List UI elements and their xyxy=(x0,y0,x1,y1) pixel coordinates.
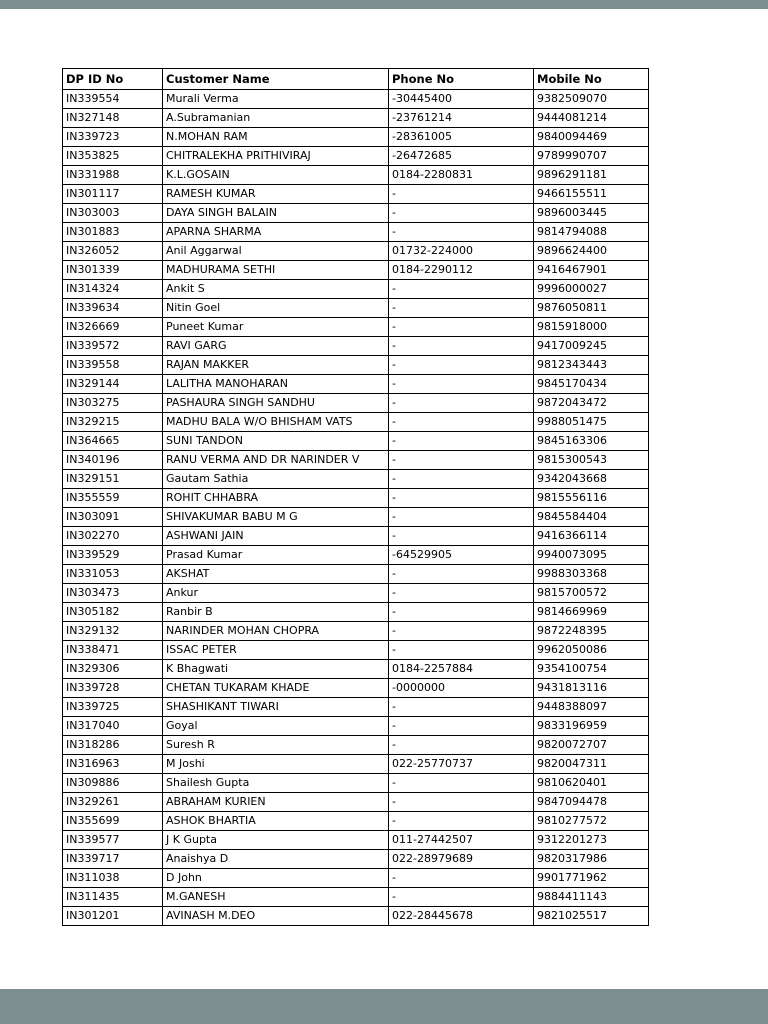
cell-phone: - xyxy=(389,717,534,736)
cell-customer-name: AVINASH M.DEO xyxy=(163,907,389,926)
cell-phone: - xyxy=(389,641,534,660)
cell-mobile: 9996000027 xyxy=(534,280,649,299)
table-row xyxy=(63,470,649,489)
cell-phone: - xyxy=(389,280,534,299)
cell-dp-id: IN314324 xyxy=(63,280,163,299)
cell-mobile: 9820047311 xyxy=(534,755,649,774)
cell-dp-id: IN329151 xyxy=(63,470,163,489)
cell-phone: - xyxy=(389,736,534,755)
cell-customer-name: ASHOK BHARTIA xyxy=(163,812,389,831)
column-header-mobile: Mobile No xyxy=(534,69,649,90)
table-row xyxy=(63,413,649,432)
cell-phone: - xyxy=(389,470,534,489)
table-row xyxy=(63,755,649,774)
cell-phone: - xyxy=(389,603,534,622)
cell-customer-name: MADHURAMA SETHI xyxy=(163,261,389,280)
cell-dp-id: IN301117 xyxy=(63,185,163,204)
table-row xyxy=(63,850,649,869)
viewer-chrome-bottom xyxy=(0,989,768,1024)
cell-customer-name: ABRAHAM KURIEN xyxy=(163,793,389,812)
cell-customer-name: AKSHAT xyxy=(163,565,389,584)
cell-mobile: 9833196959 xyxy=(534,717,649,736)
cell-phone: - xyxy=(389,508,534,527)
cell-dp-id: IN329261 xyxy=(63,793,163,812)
cell-mobile: 9815700572 xyxy=(534,584,649,603)
table-row xyxy=(63,546,649,565)
cell-phone: - xyxy=(389,565,534,584)
cell-mobile: 9876050811 xyxy=(534,299,649,318)
cell-customer-name: PASHAURA SINGH SANDHU xyxy=(163,394,389,413)
cell-customer-name: Ankur xyxy=(163,584,389,603)
cell-phone: 01732-224000 xyxy=(389,242,534,261)
cell-mobile: 9988051475 xyxy=(534,413,649,432)
cell-customer-name: ASHWANI JAIN xyxy=(163,527,389,546)
cell-dp-id: IN311435 xyxy=(63,888,163,907)
table-row xyxy=(63,337,649,356)
table-row xyxy=(63,717,649,736)
cell-phone: - xyxy=(389,432,534,451)
table-row xyxy=(63,641,649,660)
cell-mobile: 9814669969 xyxy=(534,603,649,622)
table-row xyxy=(63,299,649,318)
cell-mobile: 9820317986 xyxy=(534,850,649,869)
cell-dp-id: IN338471 xyxy=(63,641,163,660)
cell-mobile: 9872043472 xyxy=(534,394,649,413)
cell-mobile: 9444081214 xyxy=(534,109,649,128)
cell-customer-name: D John xyxy=(163,869,389,888)
cell-phone: - xyxy=(389,337,534,356)
cell-customer-name: Goyal xyxy=(163,717,389,736)
cell-phone: - xyxy=(389,204,534,223)
cell-customer-name: N.MOHAN RAM xyxy=(163,128,389,147)
cell-mobile: 9988303368 xyxy=(534,565,649,584)
cell-dp-id: IN301201 xyxy=(63,907,163,926)
cell-customer-name: Prasad Kumar xyxy=(163,546,389,565)
cell-dp-id: IN339723 xyxy=(63,128,163,147)
cell-mobile: 9896003445 xyxy=(534,204,649,223)
cell-mobile: 9815556116 xyxy=(534,489,649,508)
cell-dp-id: IN339717 xyxy=(63,850,163,869)
table-row xyxy=(63,527,649,546)
table-row xyxy=(63,907,649,926)
table-row xyxy=(63,831,649,850)
cell-mobile: 9814794088 xyxy=(534,223,649,242)
table-row xyxy=(63,223,649,242)
cell-dp-id: IN318286 xyxy=(63,736,163,755)
table-row xyxy=(63,147,649,166)
cell-customer-name: APARNA SHARMA xyxy=(163,223,389,242)
table-row xyxy=(63,185,649,204)
cell-dp-id: IN339554 xyxy=(63,90,163,109)
table-row xyxy=(63,812,649,831)
cell-mobile: 9810277572 xyxy=(534,812,649,831)
table-row xyxy=(63,565,649,584)
cell-phone: - xyxy=(389,356,534,375)
cell-customer-name: RANU VERMA AND DR NARINDER V xyxy=(163,451,389,470)
cell-mobile: 9896624400 xyxy=(534,242,649,261)
cell-mobile: 9872248395 xyxy=(534,622,649,641)
cell-dp-id: IN326669 xyxy=(63,318,163,337)
table-row xyxy=(63,584,649,603)
cell-dp-id: IN339725 xyxy=(63,698,163,717)
cell-dp-id: IN331988 xyxy=(63,166,163,185)
cell-dp-id: IN317040 xyxy=(63,717,163,736)
cell-dp-id: IN309886 xyxy=(63,774,163,793)
cell-phone: - xyxy=(389,299,534,318)
cell-customer-name: CHETAN TUKARAM KHADE xyxy=(163,679,389,698)
cell-customer-name: DAYA SINGH BALAIN xyxy=(163,204,389,223)
cell-mobile: 9845163306 xyxy=(534,432,649,451)
cell-phone: - xyxy=(389,451,534,470)
cell-customer-name: SHIVAKUMAR BABU M G xyxy=(163,508,389,527)
table-row xyxy=(63,622,649,641)
cell-dp-id: IN302270 xyxy=(63,527,163,546)
cell-mobile: 9962050086 xyxy=(534,641,649,660)
cell-phone: - xyxy=(389,223,534,242)
cell-customer-name: SHASHIKANT TIWARI xyxy=(163,698,389,717)
cell-dp-id: IN301883 xyxy=(63,223,163,242)
column-header-phone: Phone No xyxy=(389,69,534,90)
cell-mobile: 9815918000 xyxy=(534,318,649,337)
cell-phone: - xyxy=(389,584,534,603)
cell-phone: - xyxy=(389,527,534,546)
cell-phone: - xyxy=(389,489,534,508)
cell-customer-name: RAVI GARG xyxy=(163,337,389,356)
cell-mobile: 9417009245 xyxy=(534,337,649,356)
cell-customer-name: MADHU BALA W/O BHISHAM VATS xyxy=(163,413,389,432)
cell-dp-id: IN316963 xyxy=(63,755,163,774)
cell-dp-id: IN339728 xyxy=(63,679,163,698)
cell-dp-id: IN355559 xyxy=(63,489,163,508)
cell-mobile: 9845584404 xyxy=(534,508,649,527)
cell-dp-id: IN301339 xyxy=(63,261,163,280)
cell-dp-id: IN364665 xyxy=(63,432,163,451)
table-row xyxy=(63,679,649,698)
table-row xyxy=(63,489,649,508)
cell-dp-id: IN303091 xyxy=(63,508,163,527)
table-row xyxy=(63,660,649,679)
cell-customer-name: M Joshi xyxy=(163,755,389,774)
cell-customer-name: ISSAC PETER xyxy=(163,641,389,660)
cell-phone: 022-25770737 xyxy=(389,755,534,774)
cell-customer-name: Anaishya D xyxy=(163,850,389,869)
cell-customer-name: K Bhagwati xyxy=(163,660,389,679)
table-row xyxy=(63,698,649,717)
table-row xyxy=(63,394,649,413)
cell-dp-id: IN305182 xyxy=(63,603,163,622)
cell-customer-name: Suresh R xyxy=(163,736,389,755)
cell-customer-name: J K Gupta xyxy=(163,831,389,850)
table-row xyxy=(63,242,649,261)
table-row xyxy=(63,90,649,109)
cell-customer-name: Ranbir B xyxy=(163,603,389,622)
cell-customer-name: LALITHA MANOHARAN xyxy=(163,375,389,394)
cell-mobile: 9940073095 xyxy=(534,546,649,565)
table-row xyxy=(63,869,649,888)
cell-dp-id: IN331053 xyxy=(63,565,163,584)
cell-dp-id: IN339529 xyxy=(63,546,163,565)
cell-mobile: 9840094469 xyxy=(534,128,649,147)
cell-dp-id: IN340196 xyxy=(63,451,163,470)
cell-mobile: 9789990707 xyxy=(534,147,649,166)
cell-dp-id: IN303003 xyxy=(63,204,163,223)
cell-mobile: 9820072707 xyxy=(534,736,649,755)
cell-phone: - xyxy=(389,698,534,717)
table-row xyxy=(63,774,649,793)
cell-phone: - xyxy=(389,185,534,204)
cell-phone: -26472685 xyxy=(389,147,534,166)
cell-dp-id: IN339634 xyxy=(63,299,163,318)
table-row xyxy=(63,508,649,527)
table-row xyxy=(63,128,649,147)
cell-dp-id: IN339558 xyxy=(63,356,163,375)
table-row xyxy=(63,261,649,280)
cell-customer-name: NARINDER MOHAN CHOPRA xyxy=(163,622,389,641)
column-header-dp-id: DP ID No xyxy=(63,69,163,90)
column-header-customer-name: Customer Name xyxy=(163,69,389,90)
cell-phone: - xyxy=(389,888,534,907)
cell-customer-name: ROHIT CHHABRA xyxy=(163,489,389,508)
cell-dp-id: IN329215 xyxy=(63,413,163,432)
cell-phone: - xyxy=(389,793,534,812)
cell-phone: 022-28445678 xyxy=(389,907,534,926)
cell-customer-name: K.L.GOSAIN xyxy=(163,166,389,185)
cell-mobile: 9896291181 xyxy=(534,166,649,185)
cell-customer-name: Shailesh Gupta xyxy=(163,774,389,793)
cell-customer-name: M.GANESH xyxy=(163,888,389,907)
table-row xyxy=(63,451,649,470)
table-row xyxy=(63,204,649,223)
cell-dp-id: IN329144 xyxy=(63,375,163,394)
cell-mobile: 9901771962 xyxy=(534,869,649,888)
table-row xyxy=(63,736,649,755)
cell-phone: - xyxy=(389,413,534,432)
cell-mobile: 9810620401 xyxy=(534,774,649,793)
cell-mobile: 9354100754 xyxy=(534,660,649,679)
cell-dp-id: IN355699 xyxy=(63,812,163,831)
cell-dp-id: IN327148 xyxy=(63,109,163,128)
cell-phone: 0184-2257884 xyxy=(389,660,534,679)
cell-phone: - xyxy=(389,375,534,394)
cell-customer-name: SUNI TANDON xyxy=(163,432,389,451)
table-row xyxy=(63,603,649,622)
cell-customer-name: CHITRALEKHA PRITHIVIRAJ xyxy=(163,147,389,166)
table-row xyxy=(63,166,649,185)
cell-customer-name: Anil Aggarwal xyxy=(163,242,389,261)
cell-phone: 022-28979689 xyxy=(389,850,534,869)
cell-phone: -0000000 xyxy=(389,679,534,698)
cell-phone: - xyxy=(389,622,534,641)
table-header-row xyxy=(63,69,649,90)
cell-dp-id: IN339572 xyxy=(63,337,163,356)
cell-phone: 0184-2290112 xyxy=(389,261,534,280)
table-row xyxy=(63,318,649,337)
table-row xyxy=(63,375,649,394)
cell-dp-id: IN329132 xyxy=(63,622,163,641)
table-row xyxy=(63,280,649,299)
cell-mobile: 9845170434 xyxy=(534,375,649,394)
cell-dp-id: IN311038 xyxy=(63,869,163,888)
table-row xyxy=(63,888,649,907)
table-row xyxy=(63,793,649,812)
cell-phone: - xyxy=(389,318,534,337)
cell-phone: -30445400 xyxy=(389,90,534,109)
document-page xyxy=(0,9,768,989)
cell-mobile: 9466155511 xyxy=(534,185,649,204)
cell-phone: - xyxy=(389,869,534,888)
table-row xyxy=(63,109,649,128)
viewer-chrome-top xyxy=(0,0,768,9)
cell-customer-name: Puneet Kumar xyxy=(163,318,389,337)
cell-dp-id: IN339577 xyxy=(63,831,163,850)
cell-dp-id: IN303275 xyxy=(63,394,163,413)
cell-mobile: 9812343443 xyxy=(534,356,649,375)
cell-dp-id: IN329306 xyxy=(63,660,163,679)
cell-mobile: 9416467901 xyxy=(534,261,649,280)
cell-mobile: 9847094478 xyxy=(534,793,649,812)
cell-phone: - xyxy=(389,394,534,413)
table-row xyxy=(63,356,649,375)
cell-mobile: 9382509070 xyxy=(534,90,649,109)
cell-mobile: 9342043668 xyxy=(534,470,649,489)
cell-mobile: 9312201273 xyxy=(534,831,649,850)
cell-customer-name: Nitin Goel xyxy=(163,299,389,318)
cell-mobile: 9416366114 xyxy=(534,527,649,546)
cell-phone: - xyxy=(389,812,534,831)
cell-customer-name: Murali Verma xyxy=(163,90,389,109)
cell-mobile: 9448388097 xyxy=(534,698,649,717)
customer-contact-table xyxy=(62,68,649,926)
cell-dp-id: IN353825 xyxy=(63,147,163,166)
cell-customer-name: RAMESH KUMAR xyxy=(163,185,389,204)
cell-customer-name: Gautam Sathia xyxy=(163,470,389,489)
cell-customer-name: A.Subramanian xyxy=(163,109,389,128)
cell-phone: - xyxy=(389,774,534,793)
cell-mobile: 9884411143 xyxy=(534,888,649,907)
table-row xyxy=(63,432,649,451)
cell-dp-id: IN326052 xyxy=(63,242,163,261)
cell-dp-id: IN303473 xyxy=(63,584,163,603)
cell-mobile: 9431813116 xyxy=(534,679,649,698)
cell-customer-name: RAJAN MAKKER xyxy=(163,356,389,375)
cell-phone: 011-27442507 xyxy=(389,831,534,850)
cell-phone: 0184-2280831 xyxy=(389,166,534,185)
cell-mobile: 9821025517 xyxy=(534,907,649,926)
cell-phone: -64529905 xyxy=(389,546,534,565)
cell-mobile: 9815300543 xyxy=(534,451,649,470)
cell-phone: -28361005 xyxy=(389,128,534,147)
cell-phone: -23761214 xyxy=(389,109,534,128)
cell-customer-name: Ankit S xyxy=(163,280,389,299)
